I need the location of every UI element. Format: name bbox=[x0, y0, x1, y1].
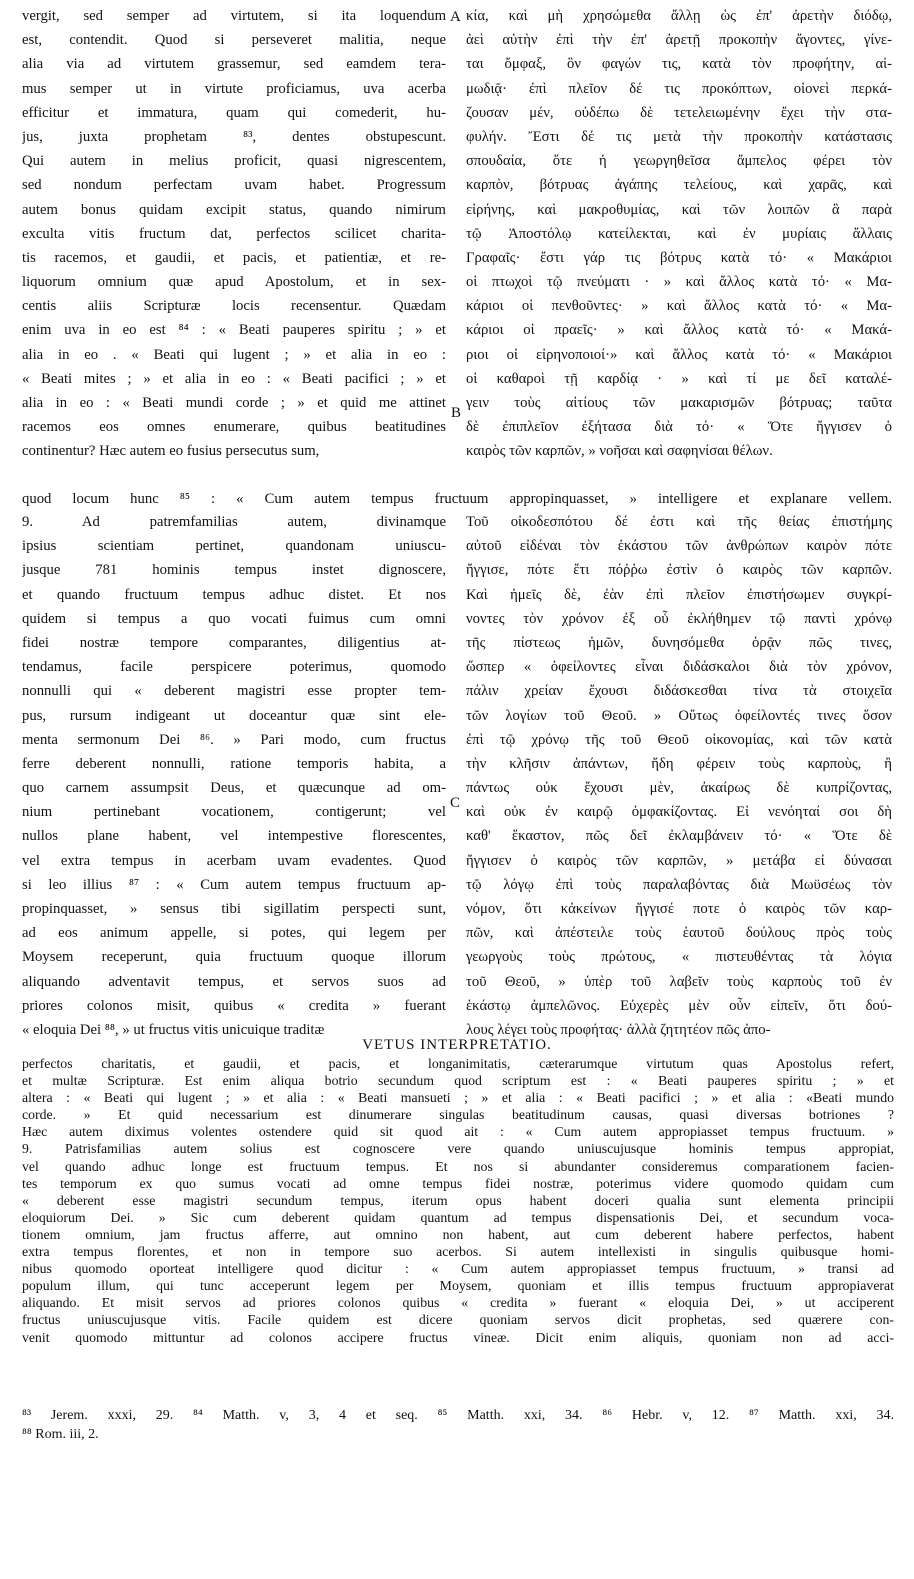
greek-line: ὥσπερ « ὀφείλοντες εἶναι διδάσκαλοι διὰ τὸν χρόνον, bbox=[466, 659, 892, 676]
greek-line: ται ὄμφαξ, ὃν φαγών τις, κατὰ τὸν προφήτην, αἱ- bbox=[466, 56, 892, 73]
latin-line: ipsius scientiam pertinet, quandonam uniuscu- bbox=[22, 538, 446, 555]
greek-line: νοντες τὸν χρόνον ἐξ οὗ ἐκλήθημεν τῷ παντὶ χρόνῳ bbox=[466, 610, 892, 627]
greek-line: κία, καὶ μὴ χρησώμεθα ἄλλῃ ὡς ἐπ' ἀρετὴν διόδῳ, bbox=[466, 8, 892, 24]
greek-line: κάριοι οἱ πραεῖς· » καὶ ἄλλος κατὰ τό· « Μακά- bbox=[466, 322, 892, 339]
latin-line: Moysem receperunt, quia fructuum quoque illorum bbox=[22, 949, 446, 966]
latin-line: et quando fructuum tempus adhuc distet. Et nos bbox=[22, 586, 446, 603]
latin-line: jus, juxta prophetam ⁸³, dentes obstupescunt. bbox=[22, 128, 446, 145]
latin-line: tendamus, facile perspicere poterimus, quomodo bbox=[22, 659, 446, 676]
greek-line: καρπὸν, βότρυας ἀγάπης τελείους, καὶ χαρᾶς, καὶ bbox=[466, 177, 892, 194]
margin-letter-b: B bbox=[451, 405, 462, 421]
vetus-interpretatio-title: VETUS INTERPRETATIO. bbox=[362, 1037, 552, 1053]
latin-line: quidem si tempus a quo vocati fuimus cum omni bbox=[22, 610, 446, 627]
latin-line: alia in eo : « Beati mundi corde ; » et quid me attinet bbox=[22, 395, 446, 411]
latin-line: continentur? Hæc autem eo fusius persecutus sum, bbox=[22, 443, 320, 460]
latin-line: ferre deberent nonnulli, ratione temporis habita, a bbox=[22, 755, 446, 772]
greek-line: ἤγγισεν ὁ καιρὸς τῶν καρπῶν, » μετάβα εἰ δύνασαι bbox=[466, 852, 892, 869]
vetus-line: perfectos charitatis, et gaudii, et pacis, et longanimitatis, cæterarumque virtutum quas Apostolus refert, bbox=[22, 1056, 894, 1071]
latin-line: fidei nostræ tempore comparantes, diligentius at- bbox=[22, 634, 446, 651]
latin-line: Qui autem in melius proficit, quasi nigrescentem, bbox=[22, 153, 446, 170]
footnote-line: ⁸³ Jerem. xxxi, 29. ⁸⁴ Matth. v, 3, 4 et seq. ⁸⁵ Matth. xxi, 34. ⁸⁶ Hebr. v, 12. ⁸⁷ Matth. xxi, 34. bbox=[22, 1408, 894, 1423]
shared-spanning-line: quod locum hunc ⁸⁵ : « Cum autem tempus fructuum appropinquasset, » intelligere et explanare vellem. bbox=[22, 491, 892, 507]
greek-line: μωδιᾷ· ἐπὶ πλεῖον δέ τις προκόπτων, οἱονεὶ περκά- bbox=[466, 80, 892, 97]
greek-column-lower bbox=[466, 510, 892, 1042]
greek-line: κάριοι οἱ πενθοῦντες· » καὶ ἄλλος κατὰ τό· « Μα- bbox=[466, 298, 892, 315]
greek-line: Καὶ ἡμεῖς δὲ, ἐὰν ἐπὶ πλεῖον ἐπιστήσωμεν συγκρί- bbox=[466, 586, 892, 603]
greek-line: καὶ οὐκ ἐν καιρῷ ὀμφακίζοντας. Εἰ νενόηταί σοι δὴ bbox=[466, 804, 892, 821]
vetus-line: extra tempus florentes, et non in tempore suo acerbos. Si autem intellexisti in singulis quibusque homi- bbox=[22, 1244, 894, 1260]
greek-line: λους λέγει τοὺς προφήτας· ἀλλὰ ζητητέον πῶς ἀπο- bbox=[466, 1021, 771, 1038]
latin-line: alia in eo . « Beati qui lugent ; » et alia in eo : bbox=[22, 346, 446, 363]
vetus-line: fructus uniuscujusque vitis. Facile quidem est dicere quoniam servos dicit prophetas, sed quærere con- bbox=[22, 1312, 894, 1328]
latin-line: ad eos animum appelle, si potes, qui legem per bbox=[22, 925, 446, 942]
greek-line: ἤγγισε, πότε ἔτι πόῤῥω ἐστὶν ὁ καιρὸς τῶν καρπῶν. bbox=[466, 562, 892, 579]
greek-line: τὴν κλῆσιν ἁπάντων, ἤδη φέρειν τοὺς καρποὺς, ἢ bbox=[466, 755, 892, 772]
greek-line: οἱ πτωχοὶ τῷ πνεύματι · » καὶ ἄλλος κατὰ τό· « Μα- bbox=[466, 274, 892, 291]
vetus-line: tes temporum ex quo sumus vocati ad omne tempus fidei nostræ, poterimus videre quomodo quidam cum bbox=[22, 1175, 894, 1191]
vetus-line: vel quando adhuc longe est fructuum tempus. Et nos si abundanter consideremus comparationem facien- bbox=[22, 1158, 894, 1174]
latin-line: sed nondum perfectam uvam habet. Progressum bbox=[22, 177, 446, 194]
greek-line: πάντως οὐκ ἔχουσι μὲν, ἀκαίρως δὲ κυπρίζοντας, bbox=[466, 780, 892, 797]
latin-line: centis aliis Scripturæ locis recensentur. Quædam bbox=[22, 298, 446, 315]
greek-line: ζουσαν μέν, οὐδέπω δὲ τετελειωμένην ἔχει τὴν στα- bbox=[466, 104, 892, 121]
greek-line: ἀεὶ αὐτὴν ἐπὶ τὴν ἐπ' ἀρετῇ προκοπὴν ἄγοντες, γίνε- bbox=[466, 32, 892, 49]
latin-line: liquorum omnium quæ apud Apostolum, et in sex- bbox=[22, 274, 446, 291]
latin-column-upper bbox=[22, 4, 446, 464]
greek-line: δὲ ἐπιπλεῖον ἐξήτασα διὰ τό· « Ὅτε ἤγγισεν ὁ bbox=[466, 419, 892, 436]
vetus-line: nibus quomodo oporteat intelligere quod dicitur : « Cum autem appropiasset tempus fructuum, » transi ad bbox=[22, 1261, 894, 1277]
greek-line: ριοι οἱ εἰρηνοποιοί·» καὶ ἄλλος κατὰ τό· « Μακάριοι bbox=[466, 346, 892, 363]
greek-line: Τοῦ οἰκοδεσπότου δέ ἐστι καὶ τῆς θείας ἐπιστήμης bbox=[466, 514, 892, 530]
greek-line: φυλήν. Ἔστι δέ τις μετὰ τὴν προκοπὴν κατάστασις bbox=[466, 128, 892, 145]
vetus-line: et multæ Scripturæ. Est enim aliqua botrio secundum quod scriptum est : « Beati pauperes spiritu ; » et bbox=[22, 1073, 894, 1089]
latin-line: autem bonus quidam excipit status, quando nimirum bbox=[22, 201, 446, 218]
latin-column-lower bbox=[22, 510, 446, 1042]
greek-line: τῶν λογίων τοῦ Θεοῦ. » Οὕτως ὀφείλοντές τινες ὅσον bbox=[466, 707, 892, 724]
latin-line: nium pertinebant vocationem, contigerunt; vel bbox=[22, 804, 446, 821]
greek-line: ἑκάστῳ ἀμπελῶνος. Εὐχερὲς μὲν οὖν εἰπεῖν, ὅτι δού- bbox=[466, 997, 892, 1014]
margin-letter-c: C bbox=[450, 795, 461, 811]
latin-line: exculta vitis fructum dat, perfectos scilicet charita- bbox=[22, 225, 446, 242]
latin-line: pus, rursum indigeant ut doceantur quæ sint ele- bbox=[22, 707, 446, 724]
greek-line: γειν τοὺς αἰτίους τῶν μακαρισμῶν βότρυας; ταῦτα bbox=[466, 395, 892, 411]
greek-line: ἐπὶ τῷ χρόνῳ τῆς τοῦ Θεοῦ οἰκονομίας, καὶ τῶν κατὰ bbox=[466, 731, 892, 748]
vetus-line: 9. Patrisfamilias autem solius est cognoscere vere quando uniuscujusque hominis tempus appropiat, bbox=[22, 1141, 894, 1157]
greek-line: εἰρήνης, καὶ μακροθυμίας, καὶ τῶν λοιπῶν ἃ παρὰ bbox=[466, 201, 892, 218]
latin-line: vergit, sed semper ad virtutem, si ita loquendum bbox=[22, 8, 446, 24]
greek-line: αὐτοῦ εἰδέναι τὸν ἑκάστου τῶν ἀνθρώπων καιρὸν πότε bbox=[466, 538, 892, 555]
vetus-line: populum illum, qui tunc acceperunt legem per Moysem, quoniam et illis tempus fructuum appropiaverat bbox=[22, 1278, 894, 1294]
latin-line: 9. Ad patremfamilias autem, divinamque bbox=[22, 514, 446, 530]
greek-line: τοῦ Θεοῦ, » ὑπὲρ τοῦ λαβεῖν τοὺς καρποὺς τοῦ ἐν bbox=[466, 973, 892, 990]
greek-line: σπουδαία, ὅτε ἡ γεωργηθεῖσα ἄμπελος φέρει τὸν bbox=[466, 153, 892, 170]
vetus-line: venit quomodo mittuntur ad colonos accipere fructus vineæ. Dicit enim aliquis, quoniam non ad acci- bbox=[22, 1329, 894, 1345]
latin-line: mus semper ut in virtute proficiamus, uva acerba bbox=[22, 80, 446, 97]
greek-line: καθ' ἕκαστον, πῶς δεῖ ἐκλαμβάνειν τό· « Ὅτε δὲ bbox=[466, 828, 892, 845]
latin-line: jusque 781 hominis tempus instet dignoscere, bbox=[22, 562, 446, 579]
latin-line: « Beati mites ; » et alia in eo : « Beati pacifici ; » et bbox=[22, 370, 446, 387]
greek-line: καιρὸς τῶν καρπῶν, » νοῆσαι καὶ σαφηνίσαι θέλων. bbox=[466, 443, 773, 460]
vetus-line: aliquando. Et misit servos ad priores colonos quibus « credita » fuerant « eloquia Dei, » ut acciperent bbox=[22, 1295, 894, 1311]
vetus-line: eloquiorum Dei. » Sic cum deberent quidam quantum ad tempus dispensationis Dei, et secundum voca- bbox=[22, 1209, 894, 1225]
vetus-line: tionem omnium, jam fructus afferre, aut omnino non habent, aut cum deberent habere perfectos, habent bbox=[22, 1226, 894, 1242]
latin-line: enim uva in eo est ⁸⁴ : « Beati pauperes spiritu ; » et bbox=[22, 322, 446, 339]
footnotes bbox=[22, 1406, 894, 1444]
latin-line: quo carnem assumpsit Deus, et quæcunque ad om- bbox=[22, 780, 446, 797]
latin-line: nonnulli qui « deberent magistri esse propter tem- bbox=[22, 683, 446, 700]
vetus-line: corde. » Et quid necessarium est dinumerare singulas beatitudinum causas, quasi diversas botriones ? bbox=[22, 1107, 894, 1123]
margin-letter-a: A bbox=[450, 9, 461, 25]
latin-line: priores colonos misit, quibus « credita » fuerant bbox=[22, 997, 446, 1014]
latin-line: propinquasset, » sensus tibi sigillatim perspecti sunt, bbox=[22, 901, 446, 917]
greek-line: τῷ Ἀποστόλῳ κατείλεκται, καὶ ἐν μυρίαις ἄλλαις bbox=[466, 225, 892, 242]
vetus-interpretatio-text bbox=[22, 1055, 894, 1346]
latin-line: est, contendit. Quod si perseveret malitia, neque bbox=[22, 32, 446, 49]
latin-line: tis racemos, et gaudii, et pacis, et patientiæ, et re- bbox=[22, 249, 446, 266]
greek-line: τῷ λόγῳ ἐπὶ τοὺς παραλαβόντας διὰ Μωϋσέως τὸν bbox=[466, 876, 892, 893]
latin-line: racemos eos omnes enumerare, quibus beatitudines bbox=[22, 419, 446, 436]
greek-line: τῆς πίστεως ἡμῶν, δυνησόμεθα ὁρᾷν πῶς τινες, bbox=[466, 634, 892, 651]
greek-line: νόμον, ὅτι κἀκείνων ἤγγισέ ποτε ὁ καιρὸς τῶν καρ- bbox=[466, 901, 892, 917]
greek-line: Γραφαῖς· ἔστι γάρ τις βότρυς κατὰ τό· « Μακάριοι bbox=[466, 249, 892, 266]
latin-line: alia via ad virtutem grassemur, sed eamdem tera- bbox=[22, 56, 446, 73]
greek-line: οἱ καθαροὶ τῇ καρδίᾳ · » καὶ τί με δεῖ καταλέ- bbox=[466, 370, 892, 387]
latin-line: vel extra tempus in acerbam uvam evadentes. Quod bbox=[22, 852, 446, 869]
greek-line: γεωργοὺς τοὺς πρώτους, « πιστευθέντας τὰ λόγια bbox=[466, 949, 892, 966]
greek-line: πάλιν χρείαν ἔχουσι διδάσκεσθαι τίνα τὰ στοιχεῖα bbox=[466, 683, 892, 700]
latin-line: « eloquia Dei ⁸⁸, » ut fructus vitis unicuique traditæ bbox=[22, 1021, 325, 1038]
latin-line: aliquando adventavit tempus, et servos suos ad bbox=[22, 973, 446, 990]
greek-column-upper bbox=[466, 4, 892, 464]
vetus-line: altera : « Beati qui lugent ; » et alia : « Beati mansueti ; » et alia : « Beati pacifici ; » et alia : «Beati mundo bbox=[22, 1090, 894, 1106]
vetus-line: Hæc autem diximus volentes ostendere quid sit quod ait : « Cum autem appropiasset tempus fructuum. » bbox=[22, 1124, 894, 1140]
vetus-line: « deberent esse magistri secundum tempus, iterum opus habent doceri qualia sunt elementa principii bbox=[22, 1192, 894, 1208]
footnote-line: ⁸⁸ Rom. iii, 2. bbox=[22, 1427, 99, 1442]
latin-line: si leo illius ⁸⁷ : « Cum autem tempus fructuum ap- bbox=[22, 876, 446, 893]
latin-line: menta sermonum Dei ⁸⁶. » Pari modo, cum fructus bbox=[22, 731, 446, 748]
latin-line: efficitur et immatura, quam qui comederit, hu- bbox=[22, 104, 446, 121]
latin-line: nullos plane habent, vel intempestive florescentes, bbox=[22, 828, 446, 845]
greek-line: πῶν, καὶ ἀπέστειλε τοὺς ἑαυτοῦ δούλους πρὸς τοὺς bbox=[466, 925, 892, 942]
